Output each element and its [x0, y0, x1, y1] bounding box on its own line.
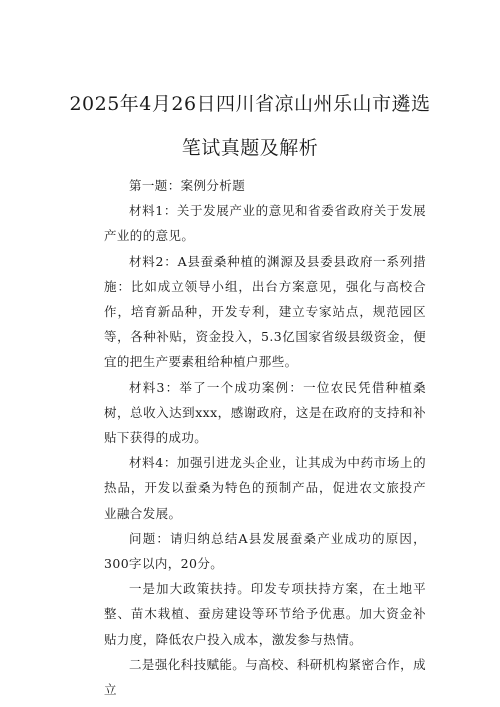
paragraph-answer-1: 一是加大政策扶持。印发专项扶持方案，在土地平整、苗木栽植、蚕房建设等环节给予优惠。加大资金补贴力度，降低农户投入成本，激发参与热情。 — [104, 581, 426, 647]
paragraph-question: 问题：请归纳总结A县发展蚕桑产业成功的原因，300字以内，20分。 — [104, 530, 426, 572]
document-title — [60, 82, 440, 170]
paragraph-material-1: 材料1：关于发展产业的意见和省委省政府关于发展产业的的意见。 — [104, 203, 426, 244]
section-heading: 第一题：案例分析题 — [129, 178, 246, 193]
title-line-2: 笔试真题及解析 — [181, 137, 319, 159]
paragraph-material-2: 材料2：A县蚕桑种植的渊源及县委县政府一系列措施：比如成立领导小组，出台方案意见，强化与高校合作，培育新品种，开发专利，建立专家站点，规范园区等，各种补贴，资金投入，5.3亿国家省级县级资金，便宜的把生产要素租给种植户那些。 — [104, 253, 426, 370]
document-body — [104, 173, 426, 702]
paragraph-answer-2: 二是强化科技赋能。与高校、科研机构紧密合作，成立 — [104, 656, 426, 698]
paragraph-material-3: 材料3：举了一个成功案例：一位农民凭借种植桑树，总收入达到xxx，感谢政府，这是在政府的支持和补贴下获得的成功。 — [104, 379, 426, 446]
paragraph-material-4: 材料4：加强引进龙头企业，让其成为中药市场上的热品，开发以蚕桑为特色的预制产品，促进农文旅投产业融合发展。 — [104, 455, 426, 521]
title-line-1: 2025年4月26日四川省凉山州乐山市遴选 — [69, 93, 431, 115]
